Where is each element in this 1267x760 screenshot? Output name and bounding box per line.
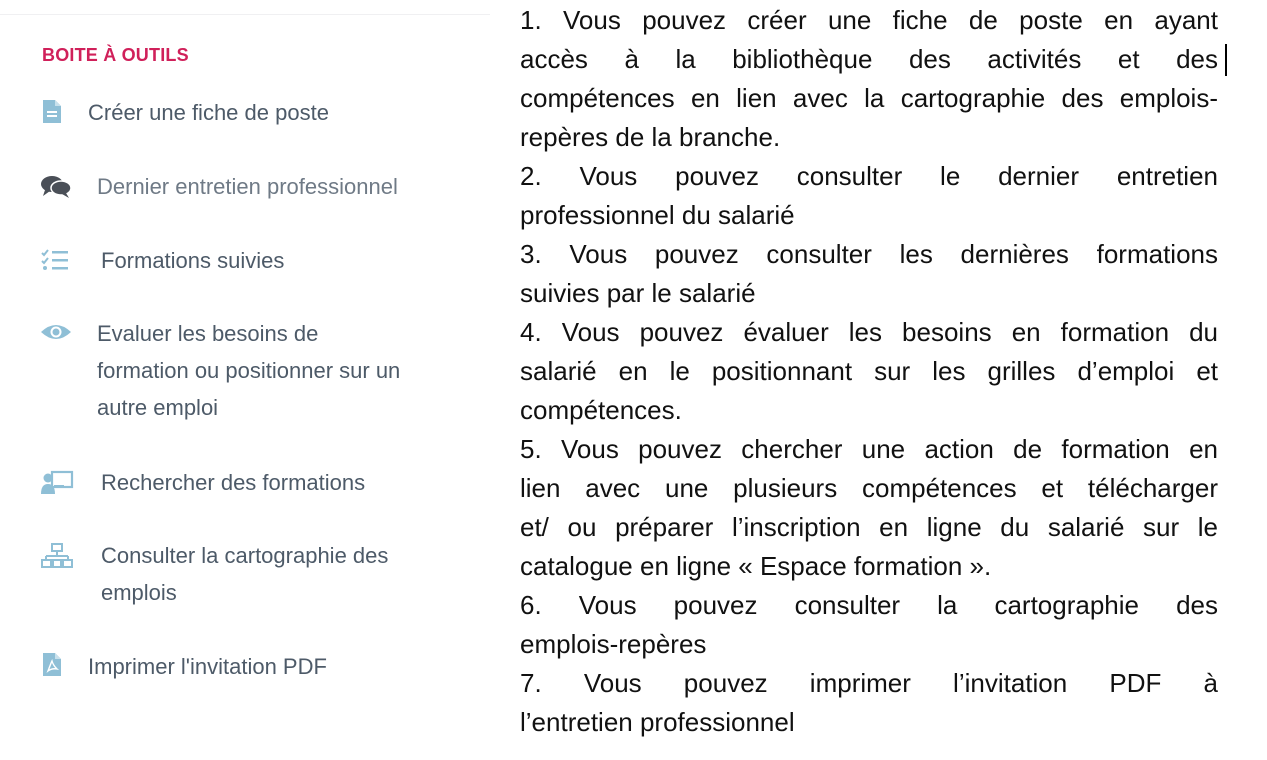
tool-item-search-trainings[interactable] (0, 462, 490, 502)
eye-icon (40, 322, 72, 342)
description-line: 4. Vous pouvez évaluer les besoins en formation du (520, 317, 1218, 347)
document-icon (42, 99, 62, 124)
org-chart-icon (41, 543, 73, 569)
description-line: professionnel du salarié (520, 200, 795, 230)
description-line: 1. Vous pouvez créer une fiche de poste en ayant (520, 5, 1218, 35)
tool-item-completed-trainings[interactable] (0, 240, 490, 280)
description-line: 2. Vous pouvez consulter le dernier entretien (520, 161, 1218, 191)
tool-item-print-pdf[interactable] (0, 646, 490, 686)
description-line: salarié en le positionnant sur les grilles d’emploi et (520, 356, 1218, 386)
description-line: et/ ou préparer l’inscription en ligne du salarié sur le (520, 512, 1218, 542)
description-line: repères de la branche. (520, 122, 781, 152)
description-line: 3. Vous pouvez consulter les dernières formations (520, 239, 1218, 269)
tool-item-label: Rechercher des formations (101, 470, 366, 495)
description-item-5 (520, 430, 1218, 586)
presentation-icon (40, 470, 74, 496)
description-line: 6. Vous pouvez consulter la cartographie des (520, 590, 1218, 620)
tool-item-label: Consulter la cartographie des emplois (101, 543, 389, 605)
description-item-1 (520, 1, 1218, 157)
description-line: lien avec une plusieurs compétences et télécharger (520, 473, 1218, 503)
description-item-7 (520, 664, 1218, 742)
toolbox-panel (0, 0, 490, 760)
description-line: compétences. (520, 395, 682, 425)
description-line: suivies par le salarié (520, 278, 756, 308)
description-line: l’entretien professionnel (520, 707, 795, 737)
description-item-2 (520, 157, 1218, 235)
checklist-icon (41, 249, 69, 271)
tool-item-create-job-sheet[interactable] (0, 92, 490, 132)
tool-item-job-map[interactable] (0, 535, 490, 610)
pdf-file-icon (42, 652, 62, 677)
divider (0, 14, 490, 15)
tool-item-label: Créer une fiche de poste (88, 100, 329, 125)
description-item-4 (520, 313, 1218, 430)
description-item-6 (520, 586, 1218, 664)
tool-item-label: Dernier entretien professionnel (97, 174, 398, 199)
tool-item-label: Formations suivies (101, 248, 285, 273)
description-line: 5. Vous pouvez chercher une action de formation en (520, 434, 1218, 464)
toolbox-title: BOITE À OUTILS (42, 45, 189, 65)
tool-item-label: Evaluer les besoins de formation ou positionner sur un autre emploi (97, 321, 401, 420)
description-line: compétences en lien avec la cartographie des emplois- (520, 83, 1218, 113)
tool-item-label: Imprimer l'invitation PDF (88, 654, 327, 679)
text-cursor (1225, 44, 1227, 76)
chat-bubbles-icon (40, 175, 72, 199)
description-line: emplois-repères (520, 629, 707, 659)
description-item-3 (520, 235, 1218, 313)
description-line: catalogue en ligne « Espace formation ». (520, 551, 992, 581)
tool-item-evaluate-needs[interactable] (0, 313, 490, 425)
description-line: 7. Vous pouvez imprimer l’invitation PDF à (520, 668, 1218, 698)
description-line: accès à la bibliothèque des activités et des (520, 44, 1218, 74)
tool-item-last-interview[interactable] (0, 166, 490, 206)
